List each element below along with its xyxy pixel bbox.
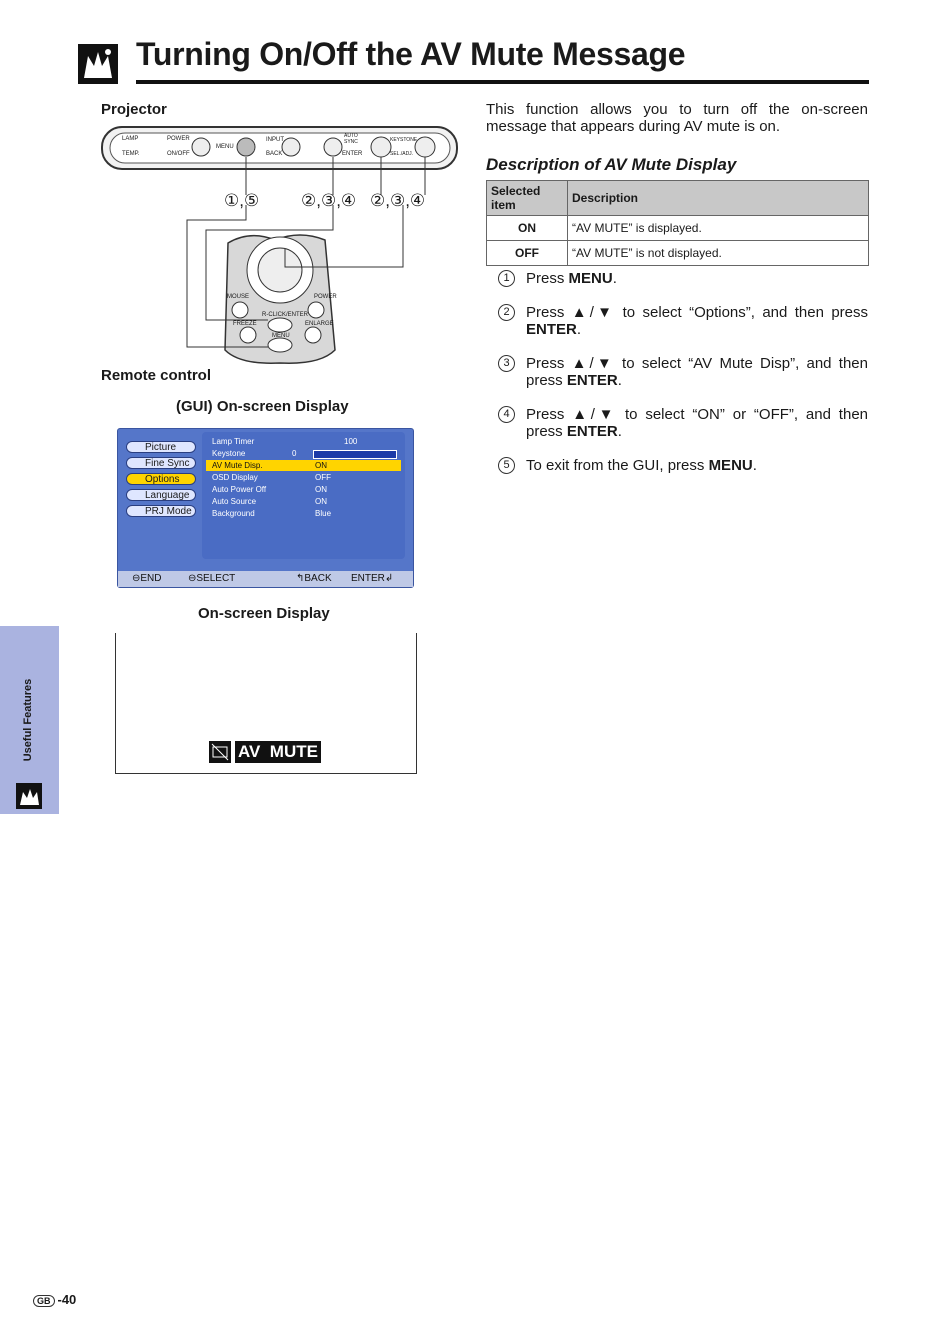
section-icon <box>78 44 118 84</box>
gui-tab-picture: Picture <box>126 441 196 453</box>
temp-label: TEMP. <box>122 151 140 157</box>
callout-keystone: ②,③,④ <box>370 191 426 210</box>
region-badge: GB <box>33 1295 55 1307</box>
gui-bottom-bar: ⊖END ⊖SELECT ↰BACK ENTER↲ <box>118 571 413 587</box>
section-tab-icon <box>16 783 42 809</box>
step-item: 5 To exit from the GUI, press MENU. <box>498 457 868 474</box>
sidebar-label: Useful Features <box>22 678 34 762</box>
gui-row: OSD Display OFF <box>212 473 331 482</box>
title-rule <box>136 80 869 84</box>
table-cell-desc: “AV MUTE” is not displayed. <box>568 241 869 266</box>
gui-screen <box>117 428 414 588</box>
table-cell-desc: “AV MUTE” is displayed. <box>568 216 869 241</box>
mute-icon <box>209 741 231 763</box>
step-item: 2 Press ▲/▼ to select “Options”, and then press ENTER. <box>498 304 868 338</box>
gui-row: Background Blue <box>212 509 332 518</box>
remote-mouse-label: MOUSE <box>227 294 250 300</box>
gui-row: Auto Power Off ON <box>212 485 327 494</box>
av-mute-message: AV MUTE <box>235 741 321 763</box>
remote-enlarge-label: ENLARGE <box>305 321 334 327</box>
av-mute-table <box>486 180 869 266</box>
remote-freeze-label: FREEZE <box>233 321 257 327</box>
table-cell-item: OFF <box>487 241 568 266</box>
remote-rclick-label: R-CLICK/ENTER <box>262 312 309 318</box>
table-row <box>487 216 869 241</box>
gui-display-label: (GUI) On-screen Display <box>176 398 349 415</box>
gui-row: Keystone 0 <box>212 448 398 459</box>
gui-row: Auto Source ON <box>212 497 327 506</box>
osd-display-label: On-screen Display <box>198 605 330 622</box>
auto-sync-label: AUTO SYNC <box>344 133 358 145</box>
remote-control-label: Remote control <box>101 367 212 384</box>
remote-power-label: POWER <box>314 294 337 300</box>
table-row <box>487 241 869 266</box>
back-label: BACK <box>266 151 283 157</box>
gui-tab-language: Language <box>126 489 196 501</box>
step-item: 4 Press ▲/▼ to select “ON” or “OFF”, and then press ENTER. <box>498 406 868 440</box>
page-footer <box>33 1292 76 1307</box>
intro-text: This function allows you to turn off the on-screen message that appears during AV mute is on. <box>486 101 868 135</box>
page-number: -40 <box>57 1292 77 1307</box>
menu-button-label: MENU <box>216 144 234 150</box>
sel-adj-label: SEL./ADJ. <box>390 151 414 157</box>
table-header-row <box>487 181 869 216</box>
projector-remote-diagram <box>100 125 460 445</box>
callout-menu: ①,⑤ <box>224 191 260 210</box>
step-item: 1 Press MENU. <box>498 270 868 287</box>
table-header: Description <box>568 181 869 216</box>
table-title: Description of AV Mute Display <box>486 155 737 174</box>
step-item: 3 Press ▲/▼ to select “AV Mute Disp”, and then press ENTER. <box>498 355 868 389</box>
gui-tab-prj-mode: PRJ Mode <box>126 505 196 517</box>
step-list <box>498 270 868 491</box>
remote-menu-label: MENU <box>272 333 290 339</box>
table-header: Selected item <box>487 181 568 216</box>
power-label: POWER <box>167 136 190 142</box>
onoff-label: ON/OFF <box>167 151 190 157</box>
gui-tab-options: Options <box>126 473 196 485</box>
table-cell-item: ON <box>487 216 568 241</box>
gui-row-selected: AV Mute Disp. ON <box>206 460 401 471</box>
enter-label: ENTER <box>342 151 363 157</box>
page-title: Turning On/Off the AV Mute Message <box>136 36 686 72</box>
gui-tab-fine-sync: Fine Sync <box>126 457 196 469</box>
projector-label: Projector <box>101 101 167 118</box>
keystone-label: KEYSTONE <box>390 137 418 143</box>
lamp-label: LAMP <box>122 136 139 142</box>
callout-enter: ②,③,④ <box>301 191 357 210</box>
input-label: INPUT <box>266 137 284 143</box>
gui-row: Lamp Timer 100 <box>212 437 358 446</box>
